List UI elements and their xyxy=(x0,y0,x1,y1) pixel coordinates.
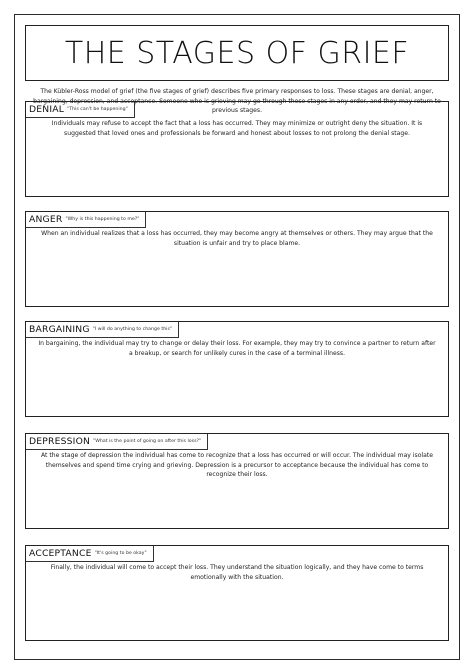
intro-text: The Kübler-Ross model of grief (the five stages of grief) describes five primary responses to loss. These stages are denial, anger, bargaining, depression, and acceptance. Someone who is grieving may go through these stages in any order, and they may return to previous stages. xyxy=(33,88,441,114)
stage-header xyxy=(26,322,179,338)
stage-quote: "What is the point of going on after this loss?" xyxy=(93,439,202,444)
stage-header xyxy=(26,212,146,228)
stage-name: ACCEPTANCE xyxy=(29,548,92,559)
stage-description: At the stage of depression the individual has come to recognize that a loss has occurred or will occur. The individual may isolate themselves and spend time crying and grieving. Depression is a precursor to acceptance because the individual has come to recognize their loss. xyxy=(40,452,434,478)
stage-anger xyxy=(25,211,449,307)
stage-depression xyxy=(25,433,449,529)
stage-description: In bargaining, the individual may try to change or delay their loss. For example, they may try to convince a partner to return after a breakup, or search for unlikely cures in the case of a terminal illness. xyxy=(38,340,436,357)
page-title: THE STAGES OF GRIEF xyxy=(64,35,410,71)
stage-denial xyxy=(25,101,449,197)
title-box xyxy=(25,25,449,81)
stage-acceptance xyxy=(25,545,449,641)
stage-quote: "I will do anything to change this" xyxy=(92,327,173,332)
stage-name: DEPRESSION xyxy=(29,436,91,447)
stage-quote: "It's going to be okay" xyxy=(94,551,147,556)
stage-description: When an individual realizes that a loss has occurred, they may become angry at themselves or others. They may argue that the situation is unfair and try to place blame. xyxy=(41,230,433,247)
stage-header xyxy=(26,546,154,562)
stage-bargaining xyxy=(25,321,449,417)
worksheet-page xyxy=(14,14,460,660)
stage-name: DENIAL xyxy=(29,104,65,115)
stage-quote: "This can't be happening" xyxy=(67,107,128,112)
stage-header xyxy=(26,102,135,118)
stage-description: Individuals may refuse to accept the fact that a loss has occurred. They may minimize or outright deny the situation. It is suggested that loved ones and professionals be forward and honest about losses to not prolong the denial stage. xyxy=(51,120,423,137)
stage-name: ANGER xyxy=(29,214,63,225)
stage-quote: "Why is this happening to me?" xyxy=(65,217,140,222)
stage-name: BARGAINING xyxy=(29,324,90,335)
stage-header xyxy=(26,434,208,450)
stage-description: Finally, the individual will come to accept their loss. They understand the situation logically, and they have come to terms emotionally with the situation. xyxy=(50,564,424,581)
